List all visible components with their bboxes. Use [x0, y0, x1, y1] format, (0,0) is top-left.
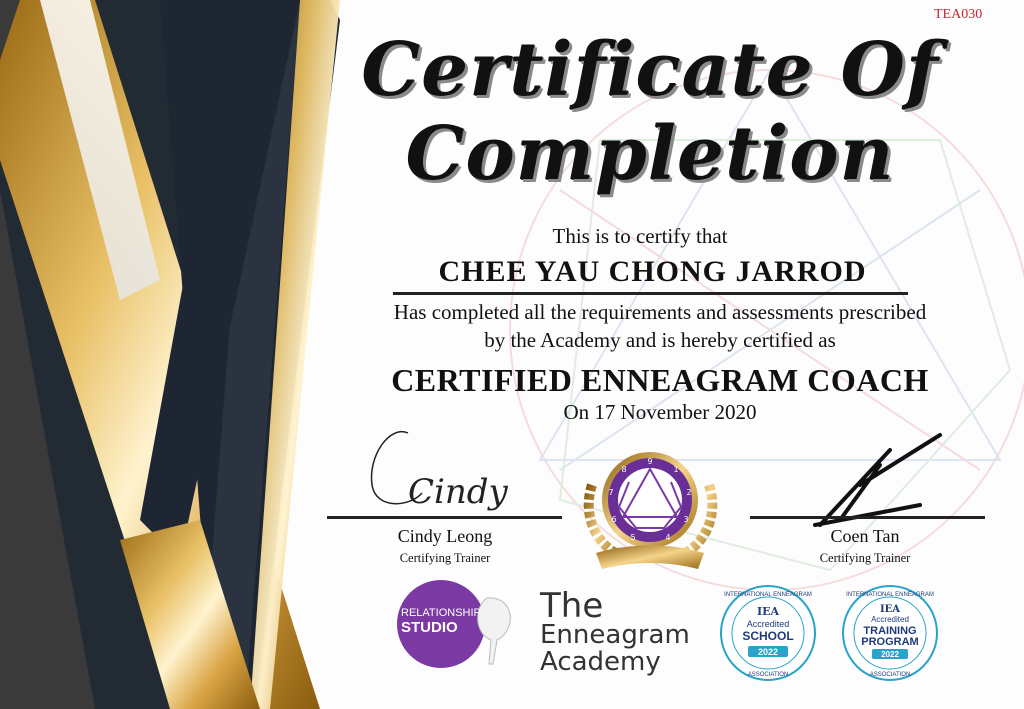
completion-date: On 17 November 2020 — [563, 400, 757, 424]
ea-line-1: The — [540, 586, 604, 626]
iea-school-line2: SCHOOL — [742, 629, 794, 643]
signature-text: Cindy — [408, 472, 508, 512]
emblem-number-3: 3 — [683, 515, 689, 524]
iea-school-abbr: IEA — [756, 605, 780, 618]
ea-line-2: Enneagram — [540, 620, 690, 650]
recipient-underline — [393, 292, 908, 295]
signatory-2-name: Coen Tan — [830, 526, 900, 546]
ea-line-3: Academy — [540, 647, 661, 677]
signature-line-1 — [327, 516, 562, 519]
iea-school-ring-bottom: ASSOCIATION — [747, 672, 789, 678]
signature-line-2 — [750, 516, 985, 519]
signatory-1-name: Cindy Leong — [397, 526, 493, 546]
iea-school-year: 2022 — [757, 647, 779, 657]
emblem-number-8: 8 — [621, 465, 627, 474]
iea-program-line1: Accredited — [871, 615, 909, 624]
enneagram-emblem — [578, 445, 723, 575]
relationship-studio-line2: STUDIO — [401, 619, 458, 636]
signatory-1-role: Certifying Trainer — [399, 551, 491, 565]
relationship-studio-line1: RELATIONSHIP — [401, 607, 481, 619]
iea-program-ring-top: INTERNATIONAL ENNEAGRAM — [846, 592, 934, 598]
iea-school-line1: Accredited — [746, 619, 790, 629]
iea-school-ring-top: INTERNATIONAL ENNEAGRAM — [724, 592, 812, 598]
emblem-number-5: 5 — [630, 533, 636, 542]
title-line-1: Certificate Of — [361, 27, 939, 113]
credential-title: CERTIFIED ENNEAGRAM COACH — [391, 362, 929, 398]
emblem-number-7: 7 — [608, 488, 614, 497]
title-line-2: Completion — [405, 111, 895, 197]
iea-program-ring-bottom: ASSOCIATION — [869, 672, 911, 678]
certificate-id: TEA030 — [934, 7, 983, 22]
iea-accredited-school-badge — [718, 583, 818, 683]
signatory-2-role: Certifying Trainer — [819, 551, 911, 565]
relationship-studio-logo — [395, 578, 520, 670]
recipient-name: CHEE YAU CHONG JARROD — [438, 255, 867, 288]
iea-program-year: 2022 — [881, 650, 899, 659]
body-text-line-2: by the Academy and is hereby certified as — [484, 328, 836, 352]
enneagram-academy-logo — [540, 586, 690, 677]
signature-cindy-leong — [350, 415, 510, 530]
body-text-line-1: Has completed all the requirements and assessments prescribed — [393, 300, 927, 324]
emblem-number-2: 2 — [686, 488, 692, 497]
emblem-number-6: 6 — [611, 515, 617, 524]
emblem-number-4: 4 — [665, 533, 671, 542]
iea-program-abbr: IEA — [879, 604, 901, 615]
iea-program-line2: TRAINING — [863, 625, 917, 637]
emblem-number-1: 1 — [673, 465, 679, 474]
iea-program-line3: PROGRAM — [861, 636, 919, 648]
intro-text: This is to certify that — [552, 224, 728, 248]
emblem-number-9: 9 — [647, 457, 653, 466]
iea-accredited-training-program-badge — [840, 583, 940, 683]
